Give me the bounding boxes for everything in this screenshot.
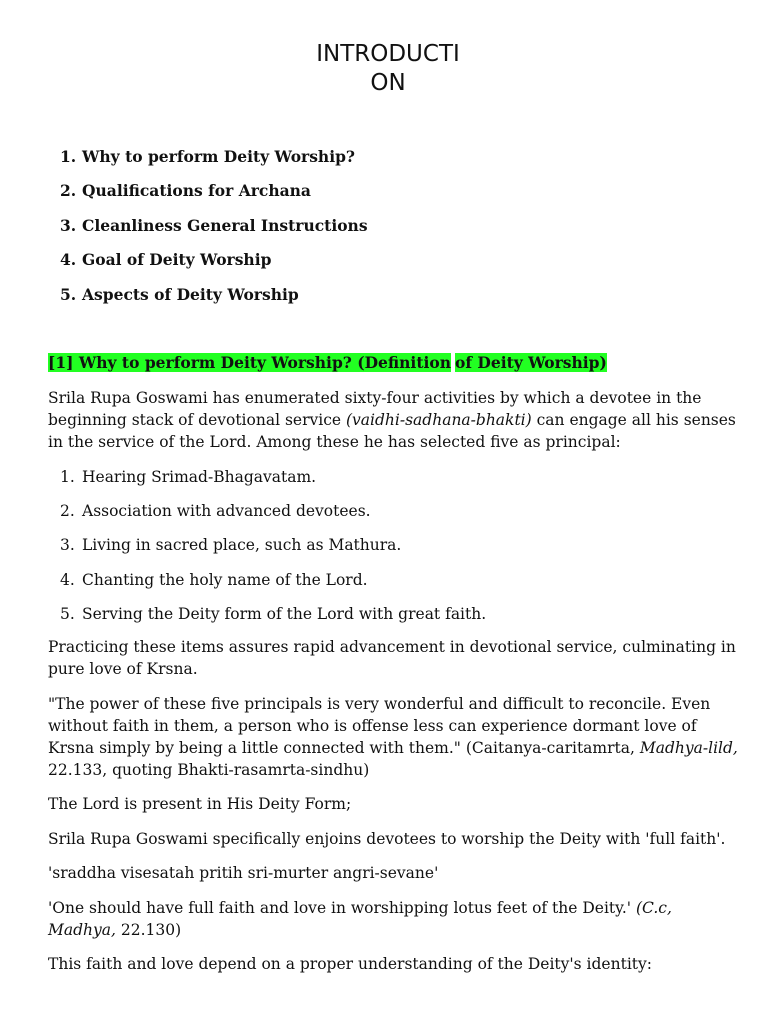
toc-text: Cleanliness General Instructions <box>82 215 368 235</box>
italic-citation: Madhya-lild, <box>639 738 738 757</box>
full-faith-paragraph: Srila Rupa Goswami specifically enjoins devotees to worship the Deity with 'full faith'. <box>48 829 726 848</box>
list-text: Living in sacred place, such as Mathura. <box>82 536 402 555</box>
heading-highlight-part-2: of Deity Worship) <box>454 353 607 372</box>
list-number: 4. <box>60 570 75 589</box>
italic-term: (vaidhi-sadhana-bhakti) <box>346 411 532 429</box>
toc-item <box>60 284 368 318</box>
list-number: 3. <box>60 536 75 555</box>
list-text: Serving the Deity form of the Lord with great faith. <box>82 605 487 624</box>
intro-paragraph <box>48 387 738 453</box>
principal-activities-list <box>48 466 738 638</box>
toc-text: Qualifications for Archana <box>82 181 311 201</box>
quote-paragraph <box>48 693 738 781</box>
text-run: 22.133, quoting Bhakti-rasamrta-sindhu) <box>48 760 370 779</box>
list-text: Hearing Srimad-Bhagavatam. <box>82 467 317 486</box>
table-of-contents <box>60 146 368 318</box>
toc-item <box>60 249 368 283</box>
list-number: 5. <box>60 605 75 624</box>
toc-item <box>60 215 368 249</box>
toc-number: 1. <box>60 147 77 166</box>
text-run: can engage all his senses in the service of the Lord. Among these he has selected five as principal: <box>48 411 736 451</box>
text-run: 22.130) <box>115 920 182 939</box>
sanskrit-verse: 'sraddha visesatah pritih sri-murter angri-sevane' <box>48 864 439 883</box>
text-run: 'One should have full faith and love in worshipping lotus feet of the Deity.' <box>48 898 636 917</box>
list-text: Association with advanced devotees. <box>82 501 371 520</box>
title-line-2: ON <box>370 70 406 96</box>
translation-paragraph <box>48 897 738 941</box>
toc-number: 2. <box>60 181 77 201</box>
text-run: "The power of these five principals is very wonderful and difficult to reconcile. Even without faith in them, a person who is offense less can experience dormant love of Krsna simply by being a little connected with them." (Caitanya-caritamrta, <box>48 694 711 757</box>
toc-number: 3. <box>60 215 77 235</box>
toc-text: Aspects of Deity Worship <box>82 284 299 304</box>
list-item <box>60 500 738 534</box>
list-item <box>60 466 738 500</box>
title-line-1: INTRODUCTI <box>316 41 460 67</box>
heading-highlight-part-1: [1] Why to perform Deity Worship? (Definition <box>48 353 451 372</box>
italic-citation: (C.c, Madhya, <box>48 898 672 939</box>
toc-number: 4. <box>60 250 77 270</box>
deity-form-paragraph: The Lord is present in His Deity Form; <box>48 795 352 814</box>
page-title <box>0 40 768 98</box>
toc-number: 5. <box>60 284 77 304</box>
identity-paragraph: This faith and love depend on a proper understanding of the Deity's identity: <box>48 955 652 974</box>
document-body <box>48 387 738 988</box>
list-text: Chanting the holy name of the Lord. <box>82 570 368 589</box>
list-number: 1. <box>60 467 75 486</box>
toc-item <box>60 146 368 180</box>
advancement-paragraph: Practicing these items assures rapid advancement in devotional service, culminating in pure love of Krsna. <box>48 638 736 679</box>
toc-text: Goal of Deity Worship <box>82 250 272 270</box>
list-number: 2. <box>60 501 75 520</box>
list-item <box>60 569 738 603</box>
text-run: Srila Rupa Goswami has enumerated sixty-four activities by which a devotee in the beginning stack of devotional service <box>48 389 702 429</box>
section-heading <box>48 352 607 374</box>
toc-text: Why to perform Deity Worship? <box>82 147 356 166</box>
list-item <box>60 534 738 568</box>
toc-item <box>60 180 368 214</box>
list-item <box>60 603 738 637</box>
